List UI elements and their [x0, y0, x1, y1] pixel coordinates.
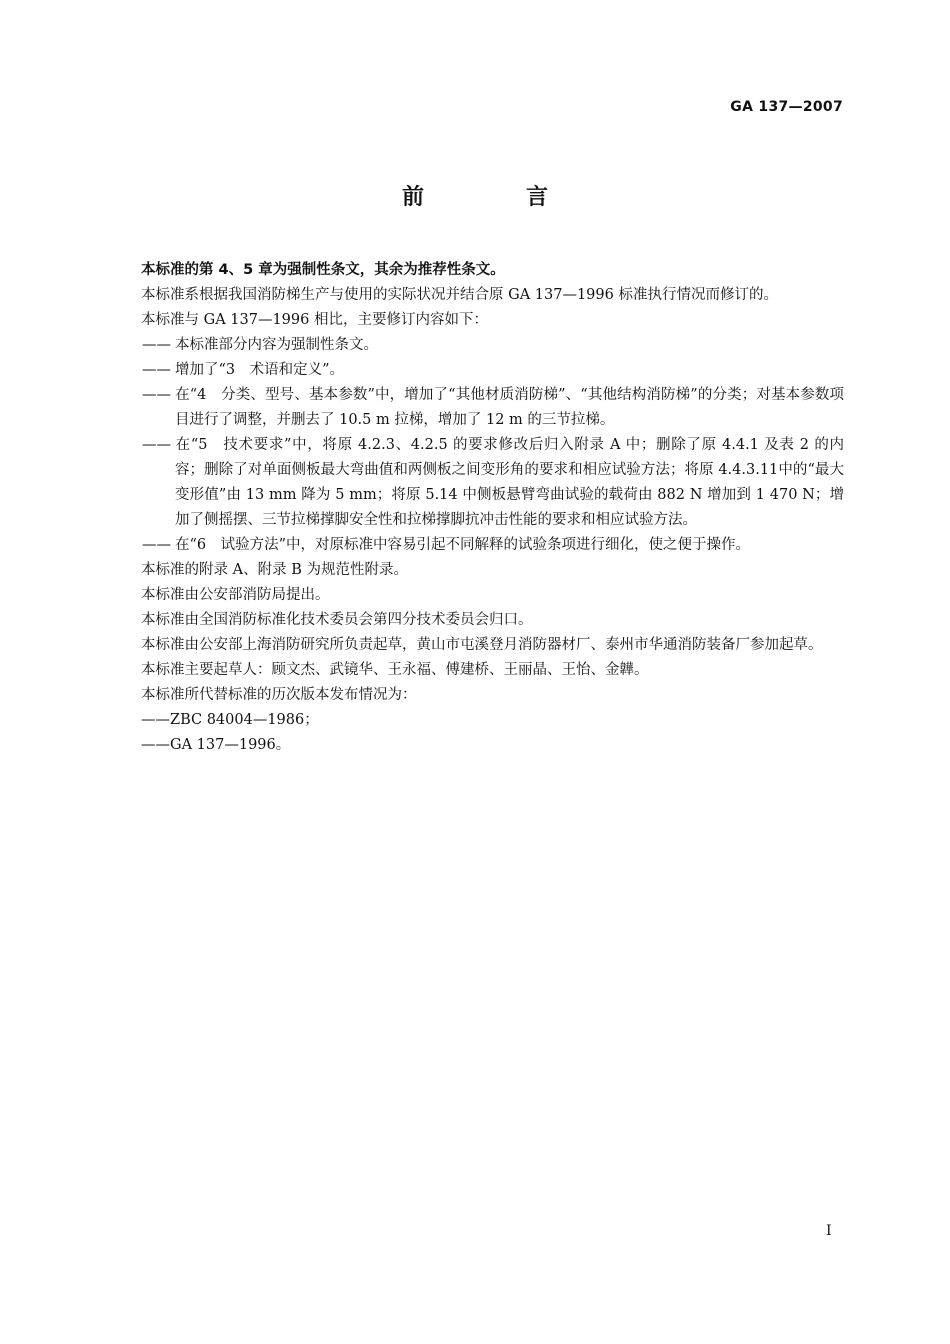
revision-item	[108, 433, 844, 533]
page-number: I	[826, 1223, 832, 1239]
previous-version-text: GA 137—1996。	[170, 737, 291, 753]
previous-version-item	[108, 708, 844, 733]
dash-marker: ——	[142, 537, 171, 553]
dash-marker: ——	[141, 712, 170, 728]
foreword-body	[108, 258, 844, 758]
previous-version-item	[108, 733, 844, 758]
committee-paragraph: 本标准由全国消防标准化技术委员会第四分技术委员会归口。	[141, 612, 533, 628]
revision-item-text: 本标准部分内容为强制性条文。	[175, 337, 378, 353]
revision-item-text: 增加了“3 术语和定义”。	[175, 362, 345, 378]
previous-versions-paragraph: 本标准所代替标准的历次版本发布情况为：	[141, 687, 417, 703]
dash-marker: ——	[142, 387, 171, 403]
revision-item	[108, 358, 844, 383]
previous-version-text: ZBC 84004—1986；	[170, 712, 319, 728]
drafters-paragraph: 本标准主要起草人：顾文杰、武镜华、王永福、傅建桥、王丽晶、王怡、金韡。	[141, 662, 649, 678]
standard-code: GA 137—2007	[730, 99, 843, 115]
revision-item	[108, 383, 844, 433]
revision-item-text: 在“6 试验方法”中，对原标准中容易引起不同解释的试验条项进行细化，使之便于操作。	[175, 537, 751, 553]
dash-marker: ——	[142, 337, 171, 353]
revision-item	[108, 333, 844, 358]
dash-marker: ——	[142, 437, 171, 453]
revision-item	[108, 533, 844, 558]
appendix-paragraph: 本标准的附录 A、附录 B 为规范性附录。	[141, 562, 408, 578]
revision-intro-paragraph: 本标准与 GA 137—1996 相比，主要修订内容如下：	[141, 312, 488, 328]
revision-basis-paragraph: 本标准系根据我国消防梯生产与使用的实际状况并结合原 GA 137—1996 标准执行情况而修订的。	[141, 287, 778, 303]
revision-item-text: 在“4 分类、型号、基本参数”中，增加了“其他材质消防梯”、“其他结构消防梯”的分类；对基本参数项目进行了调整，并删去了 10.5 m 拉梯，增加了 12 m 的三节拉梯。	[175, 387, 844, 428]
page-title: 前 言	[401, 185, 588, 210]
dash-marker: ——	[142, 362, 171, 378]
proposer-paragraph: 本标准由公安部消防局提出。	[141, 587, 330, 603]
drafting-units-paragraph: 本标准由公安部上海消防研究所负责起草，黄山市屯溪登月消防器材厂、泰州市华通消防装备厂参加起草。	[141, 637, 823, 653]
revision-item-text: 在“5 技术要求”中，将原 4.2.3、4.2.5 的要求修改后归入附录 A 中；删除了原 4.4.1 及表 2 的内容；删除了对单面侧板最大弯曲值和两侧板之间变形角的要求和相应试验方法；将原 4.4.3.11中的“最大变形值”由 13 mm 降为 5 mm；将原 5.14 中侧板悬臂弯曲试验的载荷由 882 N 增加到 1 470 N；增加了侧摇摆、三节拉梯撑脚安全性和拉梯撑脚抗冲击性能的要求和相应试验方法。	[175, 437, 844, 528]
dash-marker: ——	[141, 737, 170, 753]
mandatory-clause-statement: 本标准的第 4、5 章为强制性条文，其余为推荐性条文。	[141, 262, 505, 278]
